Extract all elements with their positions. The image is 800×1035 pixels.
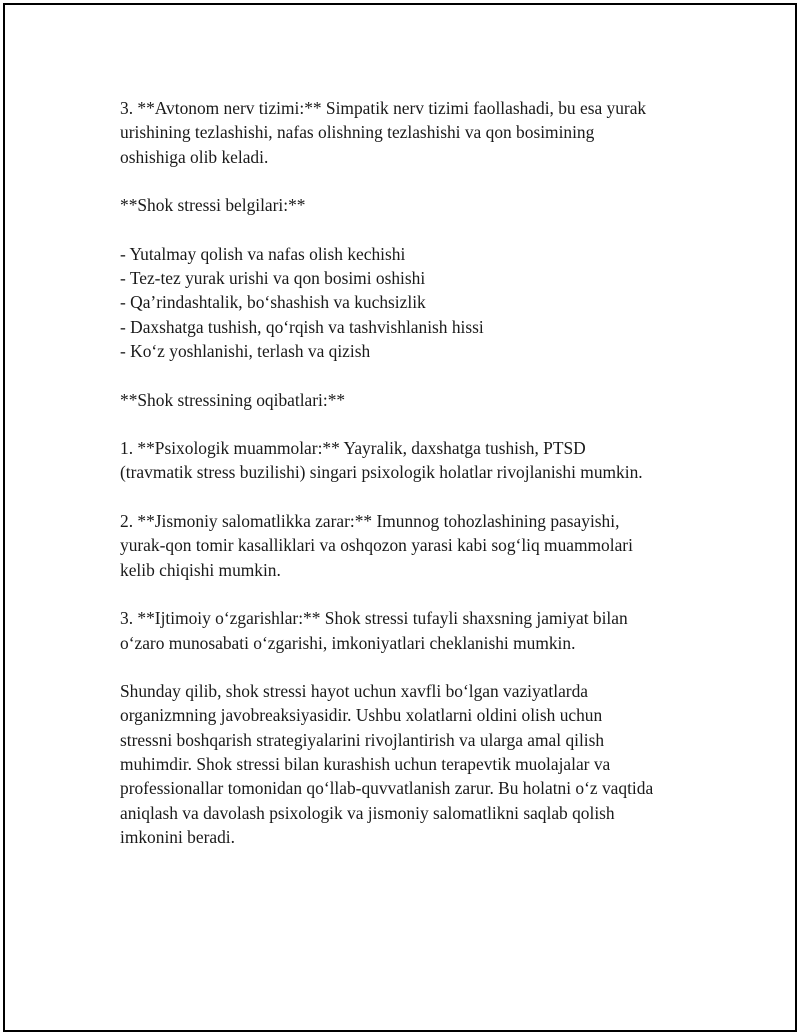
text-line: 1. **Psixologik muammolar:** Yayralik, daxshatga tushish, PTSD [120,438,586,459]
paragraph-gap [120,412,700,436]
text-line: muhimdir. Shok stressi bilan kurashish uchun terapevtik muolajalar va [120,754,611,775]
text-line: Shunday qilib, shok stressi hayot uchun xavfli bo‘lgan vaziyatlarda [120,681,589,702]
list-item: - Daxshatga tushish, qo‘rqish va tashvishlanish hissi [120,316,484,337]
page-border [3,3,797,1032]
heading-shock-stress-symptoms [120,193,700,217]
paragraph-gap [120,363,700,387]
paragraph-conclusion [120,679,700,849]
heading-shock-stress-consequences [120,388,700,412]
list-item: - Yutalmay qolish va nafas olish kechishi [120,243,406,264]
text-line: 3. **Avtonom nerv tizimi:** Simpatik nerv tizimi faollashadi, bu esa yurak [120,98,647,118]
text-line: 3. **Ijtimoiy o‘zgarishlar:** Shok stressi tufayli shaxsning jamiyat bilan [120,608,628,629]
document-body [120,96,700,849]
paragraph-gap [120,655,700,679]
text-line: imkonini beradi. [120,826,235,847]
text-line: organizmning javobreaksiyasidir. Ushbu xolatlarni oldini olish uchun [120,705,603,726]
text-line: yurak-qon tomir kasalliklari va oshqozon yarasi kabi sog‘liq muammolari [120,535,633,556]
paragraph-psychological-problems [120,436,700,485]
text-line: aniqlash va davolash psixologik va jismoniy salomatlikni saqlab qolish [120,802,615,823]
text-line: o‘zaro munosabati o‘zgarishi, imkoniyatlari cheklanishi mumkin. [120,632,576,653]
paragraph-gap [120,582,700,606]
text-line: (travmatik stress buzilishi) singari psixologik holatlar rivojlanishi mumkin. [120,462,643,483]
text-line: **Shok stressining oqibatlari:** [120,389,346,410]
paragraph-physical-health-damage [120,509,700,582]
symptoms-list [120,242,700,363]
text-line: oshishiga olib keladi. [120,146,269,167]
list-item: - Ko‘z yoshlanishi, terlash va qizish [120,340,371,361]
list-item: - Qa’rindashtalik, bo‘shashish va kuchsizlik [120,292,426,313]
paragraph-social-changes [120,606,700,655]
list-item: - Tez-tez yurak urishi va qon bosimi oshishi [120,268,426,289]
text-line: urishining tezlashishi, nafas olishning tezlashishi va qon bosimining [120,122,595,143]
paragraph-gap [120,217,700,241]
text-line: kelib chiqishi mumkin. [120,559,281,580]
paragraph-autonomic-nervous-system [120,96,700,169]
text-line: **Shok stressi belgilari:** [120,195,306,216]
text-line: 2. **Jismoniy salomatlikka zarar:** Imunnog tohozlashining pasayishi, [120,511,620,532]
text-line: stressni boshqarish strategiyalarini rivojlantirish va ularga amal qilish [120,729,605,750]
paragraph-gap [120,169,700,193]
text-line: professionallar tomonidan qo‘llab-quvvatlanish zarur. Bu holatni o‘z vaqtida [120,778,654,799]
paragraph-gap [120,485,700,509]
